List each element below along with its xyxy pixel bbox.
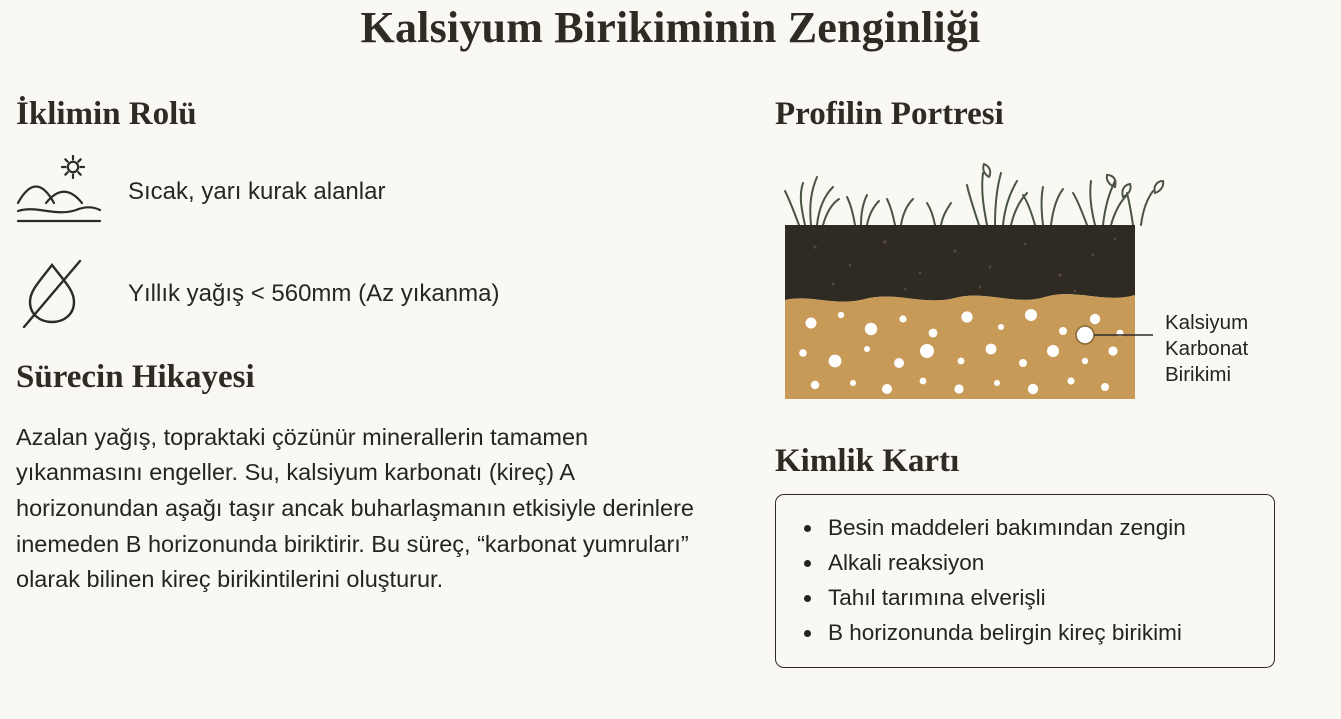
subsoil-layer — [785, 294, 1135, 399]
list-item: • Alkali reaksiyon — [824, 546, 1254, 581]
list-item: • B horizonunda belirgin kireç birikimi — [824, 616, 1254, 651]
no-raindrop-icon — [16, 257, 102, 331]
arid-hills-sun-icon — [16, 155, 102, 229]
id-card — [775, 494, 1275, 668]
list-item: • Besin maddeleri bakımından zengin — [824, 511, 1254, 546]
carbonate-callout-label: Kalsiyum Karbonat Birikimi — [1165, 311, 1249, 387]
profile-section-heading: Profilin Portresi — [775, 96, 1004, 132]
highlighted-nodule — [1076, 326, 1094, 344]
right-column — [775, 96, 1327, 668]
climate-item-label: Yıllık yağış < 560mm (Az yıkanma) — [128, 280, 500, 308]
climate-section-heading: İklimin Rolü — [16, 96, 197, 132]
id-card-list — [798, 511, 1254, 651]
left-column — [16, 96, 716, 622]
soil-profile-diagram — [775, 147, 1249, 437]
climate-item — [16, 155, 716, 229]
soil-profile-svg — [775, 147, 1245, 437]
climate-item-label: Sıcak, yarı kurak alanlar — [128, 178, 386, 206]
climate-item — [16, 257, 716, 331]
process-section-heading: Sürecin Hikayesi — [16, 359, 255, 395]
id-card-heading: Kimlik Kartı — [775, 443, 960, 479]
list-item: • Tahıl tarımına elverişli — [824, 581, 1254, 616]
topsoil-layer — [785, 225, 1135, 302]
page-title: Kalsiyum Birikiminin Zenginliği — [360, 3, 981, 52]
process-body-text: Azalan yağış, topraktaki çözünür minerallerin tamamen yıkanmasını engeller. Su, kalsiyum karbonatı (kireç) A horizonundan aşağı taşır ancak buharlaşmanın etkisiyle derinlere inemeden B horizonunda biriktirir. Bu süreç, “karbonat yumruları” olarak bilinen kireç birikintilerini oluşturur. — [16, 423, 694, 593]
